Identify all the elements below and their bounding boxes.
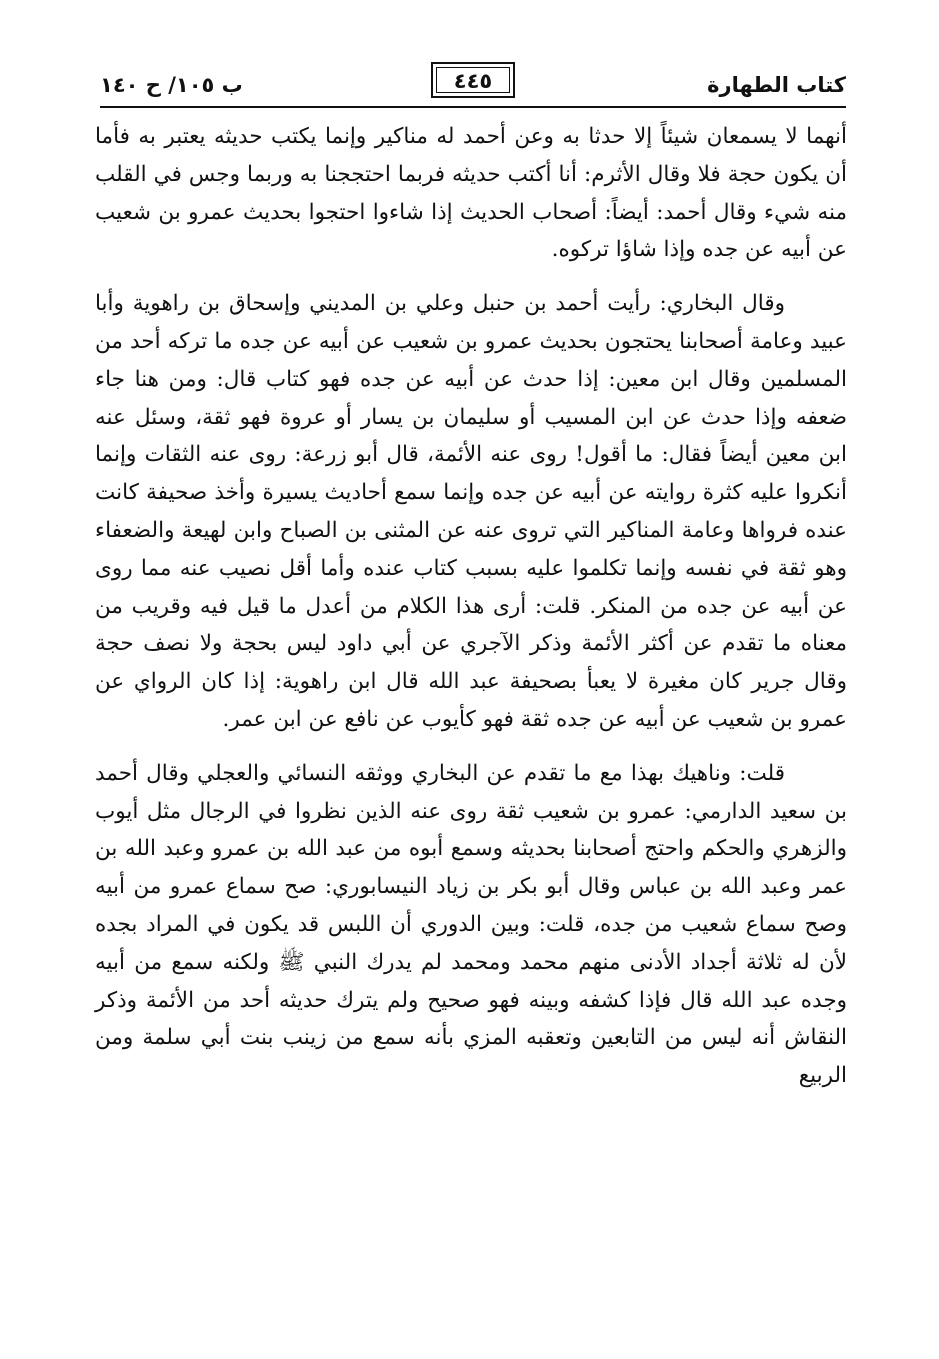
- hadith-reference: ب ١٠٥/ ح ١٤٠: [100, 73, 243, 97]
- page-number: ٤٤٥: [453, 69, 493, 93]
- paragraph-1: أنهما لا يسمعان شيئاً إلا حدثا به وعن أحمد له مناكير وإنما يكتب حديثه يعتبر به فأما أن يكون حجة فلا وقال الأثرم: أنا أكتب حديثه فربما احتججنا به وربما وجس في القلب منه شيء وقال أحمد: أيضاً: أصحاب الحديث إذا شاءوا احتجوا بحديث عمرو بن شعيب عن أبيه عن جده وإذا شاؤا تركوه.: [95, 124, 847, 263]
- book-title: كتاب الطهارة: [707, 73, 846, 97]
- page-body: [95, 118, 847, 1095]
- page-number-frame: [431, 62, 515, 98]
- header-divider: [100, 106, 846, 108]
- paragraph-2: وقال البخاري: رأيت أحمد بن حنبل وعلي بن المديني وإسحاق بن راهوية وأبا عبيد وعامة أصحابنا يحتجون بحديث عمرو بن شعيب عن أبيه عن جده ما تركه أحد من المسلمين وقال ابن معين: إذا حدث عن أبيه عن جده فهو كتاب قال: ومن هنا جاء ضعفه وإذا حدث عن ابن المسيب أو سليمان بن يسار أو عروة فهو ثقة، وسئل عنه ابن معين أيضاً فقال: ما أقول! روى عنه الأئمة، قال أبو زرعة: روى عنه الثقات وإنما أنكروا عليه كثرة روايته عن أبيه عن جده وإنما سمع أحاديث يسيرة وأخذ صحيفة كانت عنده فرواها وعامة المناكير التي تروى عنه عن المثنى بن الصباح وابن لهيعة والضعفاء وهو ثقة في نفسه وإنما تكلموا عليه بسبب كتاب عنده وأما أقل نصيب عنه مما روى عن أبيه عن جده من المنكر. قلت: أرى هذا الكلام من أعدل ما قيل فيه وقريب من معناه ما تقدم عن أكثر الأئمة وذكر الآجري عن أبي داود ليس بحجة ولا نصف حجة وقال جرير كان مغيرة لا يعبأ بصحيفة عبد الله قال ابن راهوية: إذا كان الرواي عن عمرو بن شعيب عن أبيه عن جده ثقة فهو كأيوب عن نافع عن ابن عمر.: [95, 291, 847, 732]
- paragraph-3: قلت: وناهيك بهذا مع ما تقدم عن البخاري ووثقه النسائي والعجلي وقال أحمد بن سعيد الدارمي: عمرو بن شعيب ثقة روى عنه الذين نظروا في الرجال مثل أيوب والزهري والحكم واحتج أصحابنا بحديثه وسمع أبوه من عبد الله بن عمرو وعبد الله بن عمر وعبد الله بن عباس وقال أبو بكر بن زياد النيسابوري: صح سماع عمرو من أبيه وصح سماع شعيب من جده، قلت: وبين الدوري أن اللبس قد يكون في المراد بجده لأن له ثلاثة أجداد الأدنى منهم محمد ومحمد لم يدرك النبي ﷺ ولكنه سمع من أبيه وجده عبد الله قال فإذا كشفه وبينه فهو صحيح ولم يترك حديثه أحد من الأئمة وذكر النقاش أنه ليس من التابعين وتعقبه المزي بأنه سمع من زينب بنت أبي سلمة ومن الربيع: [95, 760, 847, 1089]
- page-header: [100, 62, 846, 106]
